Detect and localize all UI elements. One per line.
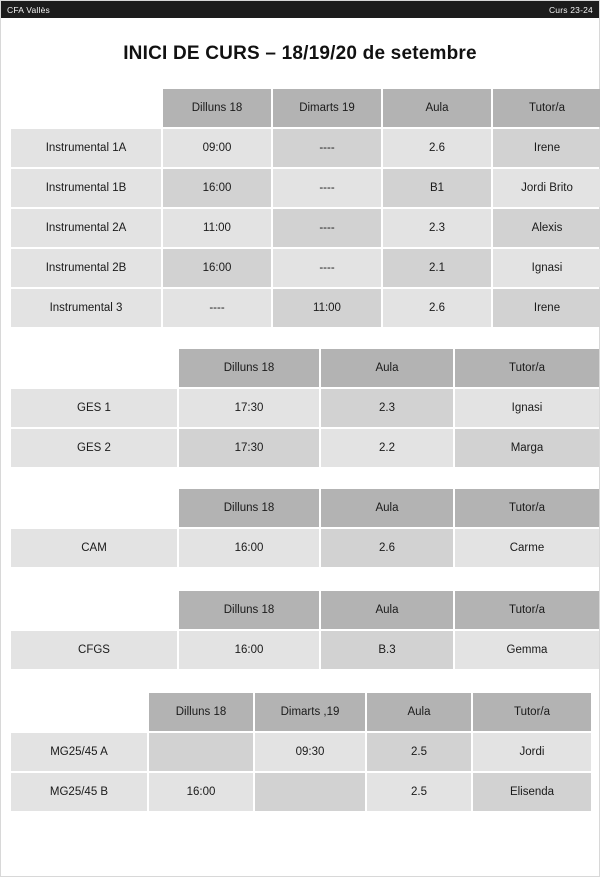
cell-dilluns: ---- <box>163 289 271 327</box>
cell-aula: 2.6 <box>321 529 453 567</box>
column-header-blank <box>11 693 147 731</box>
cell-dilluns: 16:00 <box>163 249 271 287</box>
document-header-bar <box>1 1 599 18</box>
cell-dilluns: 17:30 <box>179 429 319 467</box>
cell-tutor: Elisenda <box>473 773 591 811</box>
cell-tutor: Gemma <box>455 631 599 669</box>
cell-tutor: Irene <box>493 129 600 167</box>
cell-dimarts: ---- <box>273 209 381 247</box>
cell-dilluns: 17:30 <box>179 389 319 427</box>
cell-tutor: Ignasi <box>455 389 599 427</box>
cell-tutor: Jordi Brito <box>493 169 600 207</box>
column-header-aula: Aula <box>321 349 453 387</box>
column-header-dilluns: Dilluns 18 <box>163 89 271 127</box>
section-gap <box>1 671 599 691</box>
cell-dimarts: 09:30 <box>255 733 365 771</box>
table-section-cam <box>1 487 599 569</box>
table-header-row <box>11 693 591 731</box>
schedule-table-cfgs <box>9 589 600 671</box>
column-header-aula: Aula <box>367 693 471 731</box>
column-header-dilluns: Dilluns 18 <box>179 489 319 527</box>
row-label: Instrumental 2A <box>11 209 161 247</box>
cell-tutor: Irene <box>493 289 600 327</box>
column-header-dilluns: Dilluns 18 <box>149 693 253 731</box>
cell-aula: 2.1 <box>383 249 491 287</box>
cell-dilluns: 09:00 <box>163 129 271 167</box>
row-label: CFGS <box>11 631 177 669</box>
cell-dilluns: 16:00 <box>179 529 319 567</box>
table-row <box>11 631 599 669</box>
header-right-text: Curs 23-24 <box>548 4 593 15</box>
cell-aula: 2.3 <box>321 389 453 427</box>
table-header-row <box>11 349 599 387</box>
row-label: MG25/45 B <box>11 773 147 811</box>
cell-aula: 2.5 <box>367 733 471 771</box>
table-row <box>11 129 600 167</box>
cell-tutor: Marga <box>455 429 599 467</box>
section-gap <box>1 329 599 347</box>
cell-dimarts <box>255 773 365 811</box>
cell-aula: 2.6 <box>383 289 491 327</box>
cell-dimarts: ---- <box>273 169 381 207</box>
column-header-dimarts: Dimarts ,19 <box>255 693 365 731</box>
column-header-blank <box>11 591 177 629</box>
column-header-aula: Aula <box>383 89 491 127</box>
row-label: Instrumental 2B <box>11 249 161 287</box>
cell-dilluns: 16:00 <box>179 631 319 669</box>
cell-dilluns: 16:00 <box>163 169 271 207</box>
table-row <box>11 169 600 207</box>
table-row <box>11 249 600 287</box>
schedule-table-ges <box>9 347 600 469</box>
column-header-blank <box>11 89 161 127</box>
table-section-ges <box>1 347 599 469</box>
cell-aula: B.3 <box>321 631 453 669</box>
row-label: GES 1 <box>11 389 177 427</box>
row-label: MG25/45 A <box>11 733 147 771</box>
cell-dilluns: 11:00 <box>163 209 271 247</box>
table-row <box>11 733 591 771</box>
cell-tutor: Jordi <box>473 733 591 771</box>
row-label: GES 2 <box>11 429 177 467</box>
column-header-tutor: Tutor/a <box>455 591 599 629</box>
cell-aula: 2.3 <box>383 209 491 247</box>
cell-dilluns <box>149 733 253 771</box>
column-header-tutor: Tutor/a <box>455 349 599 387</box>
cell-tutor: Ignasi <box>493 249 600 287</box>
column-header-dilluns: Dilluns 18 <box>179 591 319 629</box>
row-label: Instrumental 1B <box>11 169 161 207</box>
cell-dimarts: ---- <box>273 249 381 287</box>
table-row <box>11 389 599 427</box>
table-row <box>11 529 599 567</box>
column-header-tutor: Tutor/a <box>473 693 591 731</box>
cell-aula: 2.2 <box>321 429 453 467</box>
cell-aula: 2.5 <box>367 773 471 811</box>
column-header-tutor: Tutor/a <box>455 489 599 527</box>
schedule-table-mg2545 <box>9 691 593 813</box>
section-gap <box>1 469 599 487</box>
section-gap <box>1 569 599 589</box>
schedule-table-cam <box>9 487 600 569</box>
cell-tutor: Carme <box>455 529 599 567</box>
table-section-instrumental <box>1 87 599 329</box>
schedule-table-instrumental <box>9 87 600 329</box>
table-section-mg2545 <box>1 691 599 813</box>
column-header-dilluns: Dilluns 18 <box>179 349 319 387</box>
table-row <box>11 209 600 247</box>
column-header-dimarts: Dimarts 19 <box>273 89 381 127</box>
page-title: INICI DE CURS – 18/19/20 de setembre <box>123 43 477 64</box>
cell-dilluns: 16:00 <box>149 773 253 811</box>
column-header-aula: Aula <box>321 591 453 629</box>
table-section-cfgs <box>1 589 599 671</box>
column-header-blank <box>11 349 177 387</box>
table-header-row <box>11 591 599 629</box>
row-label: CAM <box>11 529 177 567</box>
table-header-row <box>11 89 600 127</box>
cell-dimarts: ---- <box>273 129 381 167</box>
column-header-tutor: Tutor/a <box>493 89 600 127</box>
cell-tutor: Alexis <box>493 209 600 247</box>
cell-aula: 2.6 <box>383 129 491 167</box>
header-left-text: CFA Vallès <box>7 4 50 15</box>
table-row <box>11 773 591 811</box>
row-label: Instrumental 1A <box>11 129 161 167</box>
column-header-aula: Aula <box>321 489 453 527</box>
column-header-blank <box>11 489 177 527</box>
table-row <box>11 289 600 327</box>
cell-dimarts: 11:00 <box>273 289 381 327</box>
table-row <box>11 429 599 467</box>
row-label: Instrumental 3 <box>11 289 161 327</box>
table-header-row <box>11 489 599 527</box>
cell-aula: B1 <box>383 169 491 207</box>
